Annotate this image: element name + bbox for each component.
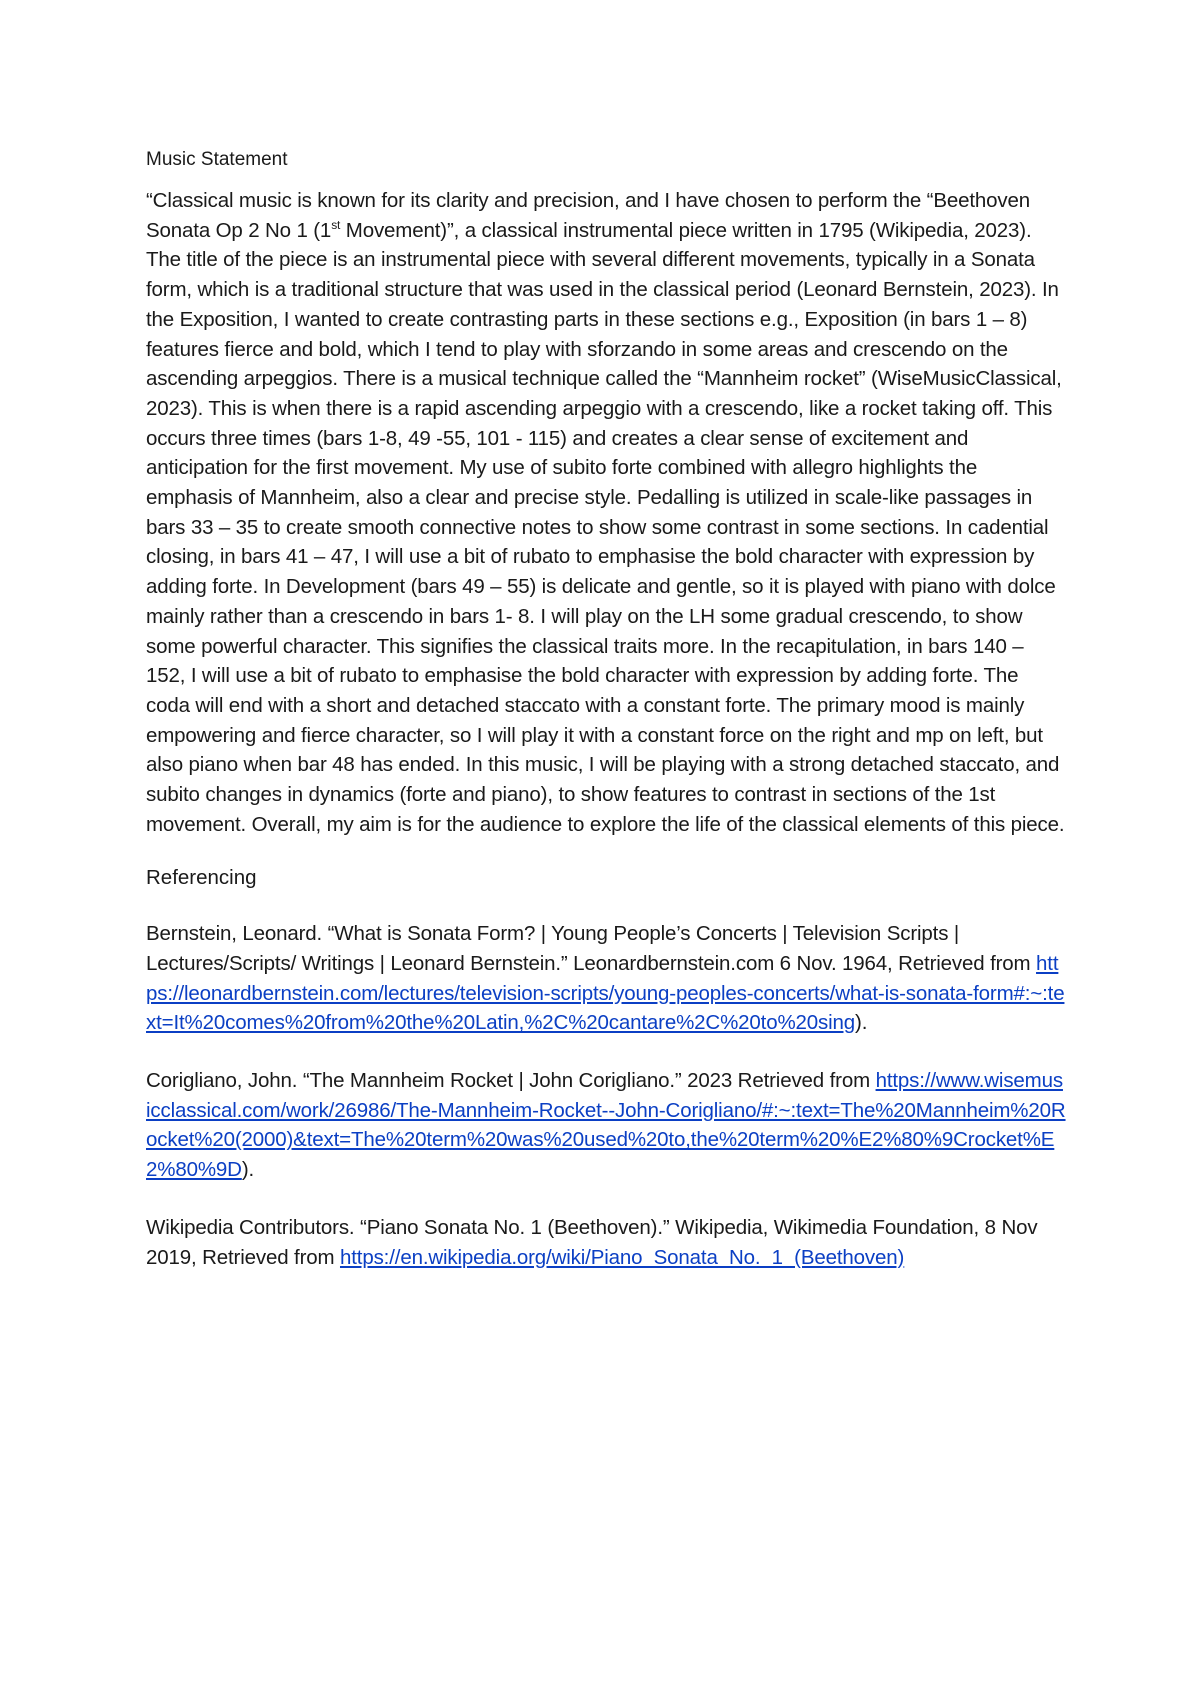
reference-link[interactable]: https://en.wikipedia.org/wiki/Piano_Sonata_No._1_(Beethoven) — [339, 1245, 905, 1269]
reference-link[interactable]: https://www.wisemusicclassical.com/work/26986/The-Mannheim-Rocket--John-Corigliano/#:~:text=The%20Mannheim%20Rocket%20(2000)&text=The%20term%20was%20used%20to,the%20term%20%E2%80%9Crocket%E2%80%9D — [146, 1068, 1066, 1182]
referencing-heading: Referencing — [146, 866, 257, 890]
reference-link[interactable]: https://leonardbernstein.com/lectures/television-scripts/young-peoples-concerts/what-is-sonata-form#:~:text=It%20comes%20from%20the%20Latin,%2C%20cantare%2C%20to%20sing — [146, 951, 1065, 1035]
statement-part-1: “Classical music is known for its clarity and precision, and I have chosen to perform the “Beethoven Sonata Op 2 No 1 (1 — [146, 189, 1030, 242]
music-statement-paragraph — [146, 186, 1066, 839]
document-content — [146, 146, 1066, 1300]
reference-item-wikipedia — [146, 1213, 1066, 1272]
reference-item-bernstein — [146, 919, 1066, 1038]
reference-text: Wikipedia Contributors. “Piano Sonata No. 1 (Beethoven).” Wikipedia, Wikimedia Foundation, 8 Nov 2019, Retrieved from — [146, 1215, 1038, 1269]
document-title: Music Statement — [146, 149, 288, 170]
reference-text: Corigliano, John. “The Mannheim Rocket | John Corigliano.” 2023 Retrieved from — [146, 1068, 876, 1092]
reference-tail: ). — [241, 1158, 255, 1182]
reference-item-corigliano — [146, 1066, 1066, 1185]
reference-tail: ). — [855, 1011, 868, 1035]
reference-text: Bernstein, Leonard. “What is Sonata Form? | Young People’s Concerts | Television Scripts | Lectures/Scripts/ Writings | Leonard Bernstein.” Leonardbernstein.com 6 Nov. 1964, Retrieved from — [146, 922, 1037, 975]
statement-part-2: Movement)”, a classical instrumental piece written in 1795 (Wikipedia, 2023). The title of the piece is an instrumental piece with several different movements, typically in a Sonata form, which is a traditional structure that was used in the classical period (Leonard Bernstein, 2023). In the Exposition, I wanted to create contrasting parts in these sections e.g., Exposition (in bars 1 – 8) features fierce and bold, which I tend to play with sforzando in some areas and crescendo on the ascending arpeggios. There is a musical technique called the “Mannheim rocket” (WiseMusicClassical, 2023). This is when there is a rapid ascending arpeggio with a crescendo, like a rocket taking off. This occurs three times (bars 1-8, 49 -55, 101 - 115) and creates a clear sense of excitement and anticipation for the first movement. My use of subito forte combined with allegro highlights the emphasis of Mannheim, also a clear and precise style. Pedalling is utilized in scale-like passages in bars 33 – 35 to create smooth connective notes to show some contrast in some sections. In cadential closing, in bars 41 – 47, I will use a bit of rubato to emphasise the bold character with expression by adding forte. In Development (bars 49 – 55) is delicate and gentle, so it is played with piano with dolce mainly rather than a crescendo in bars 1- 8. I will play on the LH some gradual crescendo, to show some powerful character. This signifies the classical traits more. In the recapitulation, in bars 140 – 152, I will use a bit of rubato to emphasise the bold character with expression by adding forte. The coda will end with a short and detached staccato with a constant forte. The primary mood is mainly empowering and fierce character, so I will play it with a constant force on the right and mp on left, but also piano when bar 48 has ended. In this music, I will be playing with a strong detached staccato, and subito changes in dynamics (forte and piano), to show features to contrast in sections of the 1st movement. Overall, my aim is for the audience to explore the life of the classical elements of this piece. — [146, 218, 1065, 836]
statement-superscript: st — [331, 217, 341, 232]
